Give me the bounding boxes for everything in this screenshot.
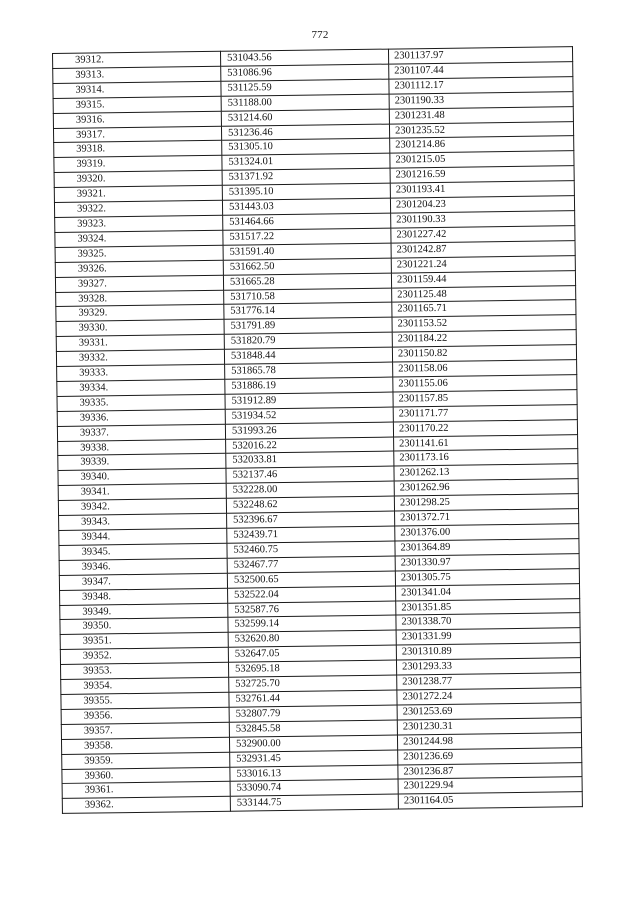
x-coordinate-cell: 531886.19 [225,377,393,394]
point-number-cell: 39318. [54,141,222,158]
x-coordinate-cell: 531791.89 [224,317,392,334]
y-coordinate-cell: 2301272.24 [397,688,581,705]
point-number-cell: 39331. [56,334,224,351]
point-number-cell: 39327. [55,275,223,292]
point-number-cell: 39344. [59,528,227,545]
x-coordinate-cell: 531214.60 [221,109,389,126]
coordinates-table-body [53,47,583,814]
point-number-cell: 39330. [56,320,224,337]
y-coordinate-cell: 2301253.69 [397,703,581,720]
point-number-cell: 39357. [61,722,229,739]
y-coordinate-cell: 2301230.31 [397,717,581,734]
y-coordinate-cell: 2301190.33 [391,211,575,228]
x-coordinate-cell: 531043.56 [220,49,388,66]
y-coordinate-cell: 2301155.06 [393,375,577,392]
x-coordinate-cell: 531710.58 [224,288,392,305]
point-number-cell: 39343. [59,513,227,530]
y-coordinate-cell: 2301341.04 [396,583,580,600]
point-number-cell: 39340. [58,469,226,486]
point-number-cell: 39323. [55,215,223,232]
x-coordinate-cell: 532460.75 [227,541,395,558]
x-coordinate-cell: 531305.10 [222,139,390,156]
x-coordinate-cell: 531848.44 [224,347,392,364]
y-coordinate-cell: 2301204.23 [390,196,574,213]
point-number-cell: 39341. [58,484,226,501]
point-number-cell: 39320. [54,171,222,188]
y-coordinate-cell: 2301221.24 [391,255,575,272]
y-coordinate-cell: 2301227.42 [391,226,575,243]
y-coordinate-cell: 2301262.13 [394,464,578,481]
y-coordinate-cell: 2301170.22 [393,419,577,436]
x-coordinate-cell: 532900.00 [229,735,397,752]
y-coordinate-cell: 2301214.86 [390,136,574,153]
x-coordinate-cell: 532647.05 [228,645,396,662]
x-coordinate-cell: 533144.75 [230,794,398,811]
point-number-cell: 39335. [57,394,225,411]
point-number-cell: 39360. [62,767,230,784]
x-coordinate-cell: 532500.65 [227,571,395,588]
y-coordinate-cell: 2301229.94 [398,777,582,794]
x-coordinate-cell: 531371.92 [222,168,390,185]
point-number-cell: 39315. [53,96,221,113]
y-coordinate-cell: 2301305.75 [395,568,579,585]
x-coordinate-cell: 532228.00 [226,481,394,498]
point-number-cell: 39355. [61,692,229,709]
x-coordinate-cell: 531395.10 [222,183,390,200]
y-coordinate-cell: 2301112.17 [389,76,573,93]
point-number-cell: 39349. [60,603,228,620]
y-coordinate-cell: 2301231.48 [389,106,573,123]
point-number-cell: 39358. [61,737,229,754]
y-coordinate-cell: 2301338.70 [396,613,580,630]
y-coordinate-cell: 2301262.96 [394,479,578,496]
x-coordinate-cell: 532137.46 [226,466,394,483]
point-number-cell: 39316. [53,111,221,128]
point-number-cell: 39329. [56,305,224,322]
x-coordinate-cell: 532033.81 [226,452,394,469]
x-coordinate-cell: 532761.44 [229,690,397,707]
y-coordinate-cell: 2301107.44 [389,62,573,79]
point-number-cell: 39317. [53,126,221,143]
point-number-cell: 39338. [58,439,226,456]
point-number-cell: 39351. [60,633,228,650]
y-coordinate-cell: 2301331.99 [396,628,580,645]
point-number-cell: 39322. [54,200,222,217]
x-coordinate-cell: 532396.67 [227,511,395,528]
x-coordinate-cell: 532845.58 [229,720,397,737]
y-coordinate-cell: 2301236.69 [398,747,582,764]
y-coordinate-cell: 2301125.48 [392,285,576,302]
y-coordinate-cell: 2301173.16 [394,449,578,466]
x-coordinate-cell: 531125.59 [221,79,389,96]
y-coordinate-cell: 2301159.44 [391,270,575,287]
y-coordinate-cell: 2301216.59 [390,166,574,183]
point-number-cell: 39332. [56,349,224,366]
y-coordinate-cell: 2301298.25 [394,494,578,511]
x-coordinate-cell: 531865.78 [225,362,393,379]
y-coordinate-cell: 2301171.77 [393,404,577,421]
point-number-cell: 39326. [55,260,223,277]
x-coordinate-cell: 531086.96 [221,64,389,81]
y-coordinate-cell: 2301351.85 [396,598,580,615]
point-number-cell: 39362. [62,797,230,814]
y-coordinate-cell: 2301238.77 [397,673,581,690]
x-coordinate-cell: 532599.14 [228,615,396,632]
point-number-cell: 39324. [55,230,223,247]
x-coordinate-cell: 532620.80 [228,630,396,647]
x-coordinate-cell: 531517.22 [223,228,391,245]
y-coordinate-cell: 2301193.41 [390,181,574,198]
y-coordinate-cell: 2301184.22 [392,330,576,347]
point-number-cell: 39321. [54,185,222,202]
point-number-cell: 39339. [58,454,226,471]
point-number-cell: 39353. [61,662,229,679]
point-number-cell: 39345. [59,543,227,560]
x-coordinate-cell: 531591.40 [223,243,391,260]
y-coordinate-cell: 2301153.52 [392,315,576,332]
y-coordinate-cell: 2301158.06 [393,360,577,377]
point-number-cell: 39350. [60,618,228,635]
y-coordinate-cell: 2301165.71 [392,300,576,317]
point-number-cell: 39354. [61,677,229,694]
point-number-cell: 39361. [62,782,230,799]
y-coordinate-cell: 2301137.97 [388,47,572,64]
point-number-cell: 39356. [61,707,229,724]
x-coordinate-cell: 532248.62 [226,496,394,513]
x-coordinate-cell: 531324.01 [222,153,390,170]
x-coordinate-cell: 532016.22 [226,437,394,454]
point-number-cell: 39334. [57,379,225,396]
y-coordinate-cell: 2301141.61 [394,434,578,451]
point-number-cell: 39337. [57,424,225,441]
y-coordinate-cell: 2301190.33 [389,91,573,108]
y-coordinate-cell: 2301235.52 [389,121,573,138]
y-coordinate-cell: 2301310.89 [396,643,580,660]
coordinates-table-wrapper [52,46,582,814]
point-number-cell: 39342. [58,498,226,515]
x-coordinate-cell: 531188.00 [221,94,389,111]
x-coordinate-cell: 531912.89 [225,392,393,409]
x-coordinate-cell: 532725.70 [229,675,397,692]
x-coordinate-cell: 531776.14 [224,302,392,319]
y-coordinate-cell: 2301372.71 [395,509,579,526]
y-coordinate-cell: 2301244.98 [397,732,581,749]
y-coordinate-cell: 2301364.89 [395,539,579,556]
point-number-cell: 39347. [59,573,227,590]
y-coordinate-cell: 2301330.97 [395,553,579,570]
x-coordinate-cell: 531665.28 [223,273,391,290]
coordinates-table [52,46,583,814]
x-coordinate-cell: 531662.50 [223,258,391,275]
y-coordinate-cell: 2301236.87 [398,762,582,779]
x-coordinate-cell: 532695.18 [228,660,396,677]
x-coordinate-cell: 532439.71 [227,526,395,543]
x-coordinate-cell: 531464.66 [223,213,391,230]
y-coordinate-cell: 2301376.00 [395,524,579,541]
page-number: 772 [311,29,329,41]
y-coordinate-cell: 2301215.05 [390,151,574,168]
point-number-cell: 39348. [60,588,228,605]
point-number-cell: 39352. [60,647,228,664]
x-coordinate-cell: 531934.52 [225,407,393,424]
point-number-cell: 39325. [55,245,223,262]
y-coordinate-cell: 2301242.87 [391,240,575,257]
y-coordinate-cell: 2301157.85 [393,390,577,407]
point-number-cell: 39359. [62,752,230,769]
x-coordinate-cell: 532467.77 [227,556,395,573]
point-number-cell: 39312. [53,51,221,68]
point-number-cell: 39333. [57,364,225,381]
x-coordinate-cell: 531236.46 [221,124,389,141]
x-coordinate-cell: 532931.45 [230,750,398,767]
y-coordinate-cell: 2301164.05 [398,792,582,809]
point-number-cell: 39313. [53,66,221,83]
y-coordinate-cell: 2301293.33 [396,658,580,675]
x-coordinate-cell: 533090.74 [230,779,398,796]
x-coordinate-cell: 532587.76 [228,601,396,618]
x-coordinate-cell: 531993.26 [225,422,393,439]
point-number-cell: 39328. [56,290,224,307]
y-coordinate-cell: 2301150.82 [392,345,576,362]
x-coordinate-cell: 532522.04 [228,586,396,603]
point-number-cell: 39319. [54,156,222,173]
point-number-cell: 39314. [53,81,221,98]
point-number-cell: 39336. [57,409,225,426]
x-coordinate-cell: 533016.13 [230,765,398,782]
x-coordinate-cell: 531443.03 [222,198,390,215]
point-number-cell: 39346. [59,558,227,575]
x-coordinate-cell: 531820.79 [224,332,392,349]
x-coordinate-cell: 532807.79 [229,705,397,722]
